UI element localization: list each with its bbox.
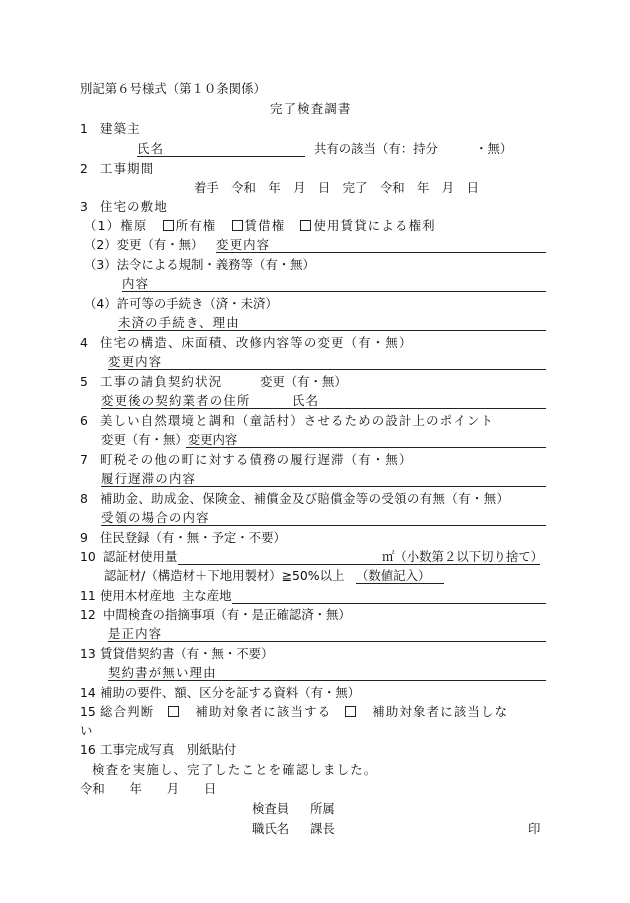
seal-mark: 印 <box>528 821 541 836</box>
item-3-4-label: （4）許可等の手続き（済・未済） <box>84 296 278 311</box>
item-3-3-detail: 内容 <box>122 276 150 291</box>
inspector-label: 検査員 <box>252 801 290 816</box>
item-8-field[interactable] <box>101 525 546 526</box>
confirmation-text: 検査を実施し、完了したことを確認しました。 <box>92 762 378 777</box>
item-5-label: 工事の請負契約状況 <box>100 374 223 389</box>
item-8-label: 補助金、助成金、保険金、補償金及び賠償金等の受領の有無（有・無） <box>100 491 510 506</box>
item-5-change: 変更（有・無） <box>260 374 347 389</box>
item-3-4-field[interactable] <box>118 330 546 331</box>
affiliation-label: 所属 <box>310 801 335 816</box>
item-10-ratio-field[interactable] <box>356 583 444 584</box>
option-not-eligible: 補助対象者に該当しな <box>372 704 509 719</box>
item-4-field[interactable] <box>108 369 546 370</box>
item-9-label: 住民登録（有・無・予定・不要） <box>100 530 286 545</box>
owner-name-field[interactable] <box>137 156 305 157</box>
item-15-label: 総合判断 <box>100 704 155 719</box>
item-6-detail: 変更（有・無）変更内容 <box>101 432 238 447</box>
item-5-number: 5 <box>80 374 88 389</box>
item-3-1-label: 権原 <box>120 218 148 233</box>
item-14-number: 14 <box>80 685 96 700</box>
checkbox-owned[interactable] <box>163 220 174 231</box>
item-13-detail: 契約書が無い理由 <box>108 665 217 680</box>
item-16-number: 16 <box>80 742 96 757</box>
page-title: 完了検査調書 <box>270 101 352 116</box>
item-15-row <box>100 704 508 720</box>
item-4-number: 4 <box>80 335 88 350</box>
owner-name-label: 氏名 <box>137 141 165 156</box>
item-6-field[interactable] <box>186 447 546 448</box>
item-12-number: 12 <box>80 607 96 622</box>
item-5-detail-name: 氏名 <box>292 393 320 408</box>
item-12-label: 中間検査の指摘事項（有・是正確認済・無） <box>103 607 351 622</box>
shared-ownership-label: 共有の該当（有：持分 ・無） <box>314 141 513 156</box>
item-15-number: 15 <box>80 704 96 719</box>
item-1-number: 1 <box>80 121 88 136</box>
checkbox-not-eligible[interactable] <box>345 706 356 717</box>
item-10-number: 10 <box>80 549 96 564</box>
confirmation-date: 令和 年 月 日 <box>80 781 217 796</box>
item-7-field[interactable] <box>101 486 546 487</box>
option-leased: 賃借権 <box>244 218 286 233</box>
item-8-number: 8 <box>80 491 88 506</box>
item-7-number: 7 <box>80 452 88 467</box>
item-4-detail: 変更内容 <box>108 354 163 369</box>
item-3-4-detail: 未済の手続き、理由 <box>118 315 240 330</box>
checkbox-leased[interactable] <box>232 220 243 231</box>
item-3-label: 住宅の敷地 <box>100 199 168 214</box>
item-2-label: 工事期間 <box>100 161 155 176</box>
item-7-label: 町税その他の町に対する債務の履行遅滞（有・無） <box>100 452 413 467</box>
item-4-label: 住宅の構造、床面積、改修内容等の変更（有・無） <box>100 335 413 350</box>
item-3-1-row <box>84 218 436 234</box>
item-6-number: 6 <box>80 413 88 428</box>
item-11-label: 使用木材産地 <box>100 588 175 603</box>
item-13-field[interactable] <box>108 680 546 681</box>
item-11-field[interactable] <box>232 603 546 604</box>
option-loan-for-use: 使用賃貸による権利 <box>313 218 436 233</box>
form-reference: 別記第６号様式（第１０条関係） <box>80 81 266 96</box>
item-10-unit: ㎡（小数第２以下切り捨て） <box>382 549 544 564</box>
item-12-detail: 是正内容 <box>108 626 163 641</box>
item-5-field[interactable] <box>101 408 546 409</box>
item-10-ratio-note: （数値記入） <box>356 568 431 583</box>
item-3-2-detail: 変更内容 <box>216 237 271 252</box>
item-10-label: 認証材使用量 <box>103 549 178 564</box>
option-owned: 所有権 <box>175 218 217 233</box>
item-15-wrap: い <box>80 723 93 738</box>
item-2-number: 2 <box>80 161 88 176</box>
item-3-3-label: （3）法令による規制・義務等（有・無） <box>84 257 315 272</box>
construction-period: 着手 令和 年 月 日 完了 令和 年 月 日 <box>194 180 479 195</box>
item-3-2-label: （2）変更（有・無） <box>84 237 204 252</box>
checkbox-eligible[interactable] <box>168 706 179 717</box>
item-3-1-number: （1） <box>84 218 121 233</box>
item-6-label: 美しい自然環境と調和（童話村）させるための設計上のポイント <box>100 413 495 428</box>
item-5-detail: 変更後の契約業者の住所 <box>101 393 251 408</box>
section-chief-label: 課長 <box>310 821 335 836</box>
item-3-3-field[interactable] <box>122 291 546 292</box>
item-10-ratio: 認証材/（構造材＋下地用製材）≧50%以上 <box>104 568 345 583</box>
item-16-label: 工事完成写真 別紙貼付 <box>100 742 237 757</box>
item-7-detail: 履行遅滞の内容 <box>101 471 197 486</box>
item-9-number: 9 <box>80 530 88 545</box>
item-13-label: 賃貸借契約書（有・無・不要） <box>100 646 274 661</box>
item-1-label: 建築主 <box>100 121 141 136</box>
position-label: 職氏名 <box>252 821 290 836</box>
item-13-number: 13 <box>80 646 96 661</box>
item-11-detail: 主な産地 <box>182 588 232 603</box>
item-3-2-field[interactable] <box>216 252 546 253</box>
item-12-field[interactable] <box>108 641 546 642</box>
item-11-number: 11 <box>80 588 96 603</box>
item-3-number: 3 <box>80 199 88 214</box>
item-8-detail: 受領の場合の内容 <box>101 510 210 525</box>
checkbox-loan-for-use[interactable] <box>300 220 311 231</box>
option-eligible: 補助対象者に該当する <box>195 704 332 719</box>
item-14-label: 補助の要件、額、区分を証する資料（有・無） <box>100 685 361 700</box>
